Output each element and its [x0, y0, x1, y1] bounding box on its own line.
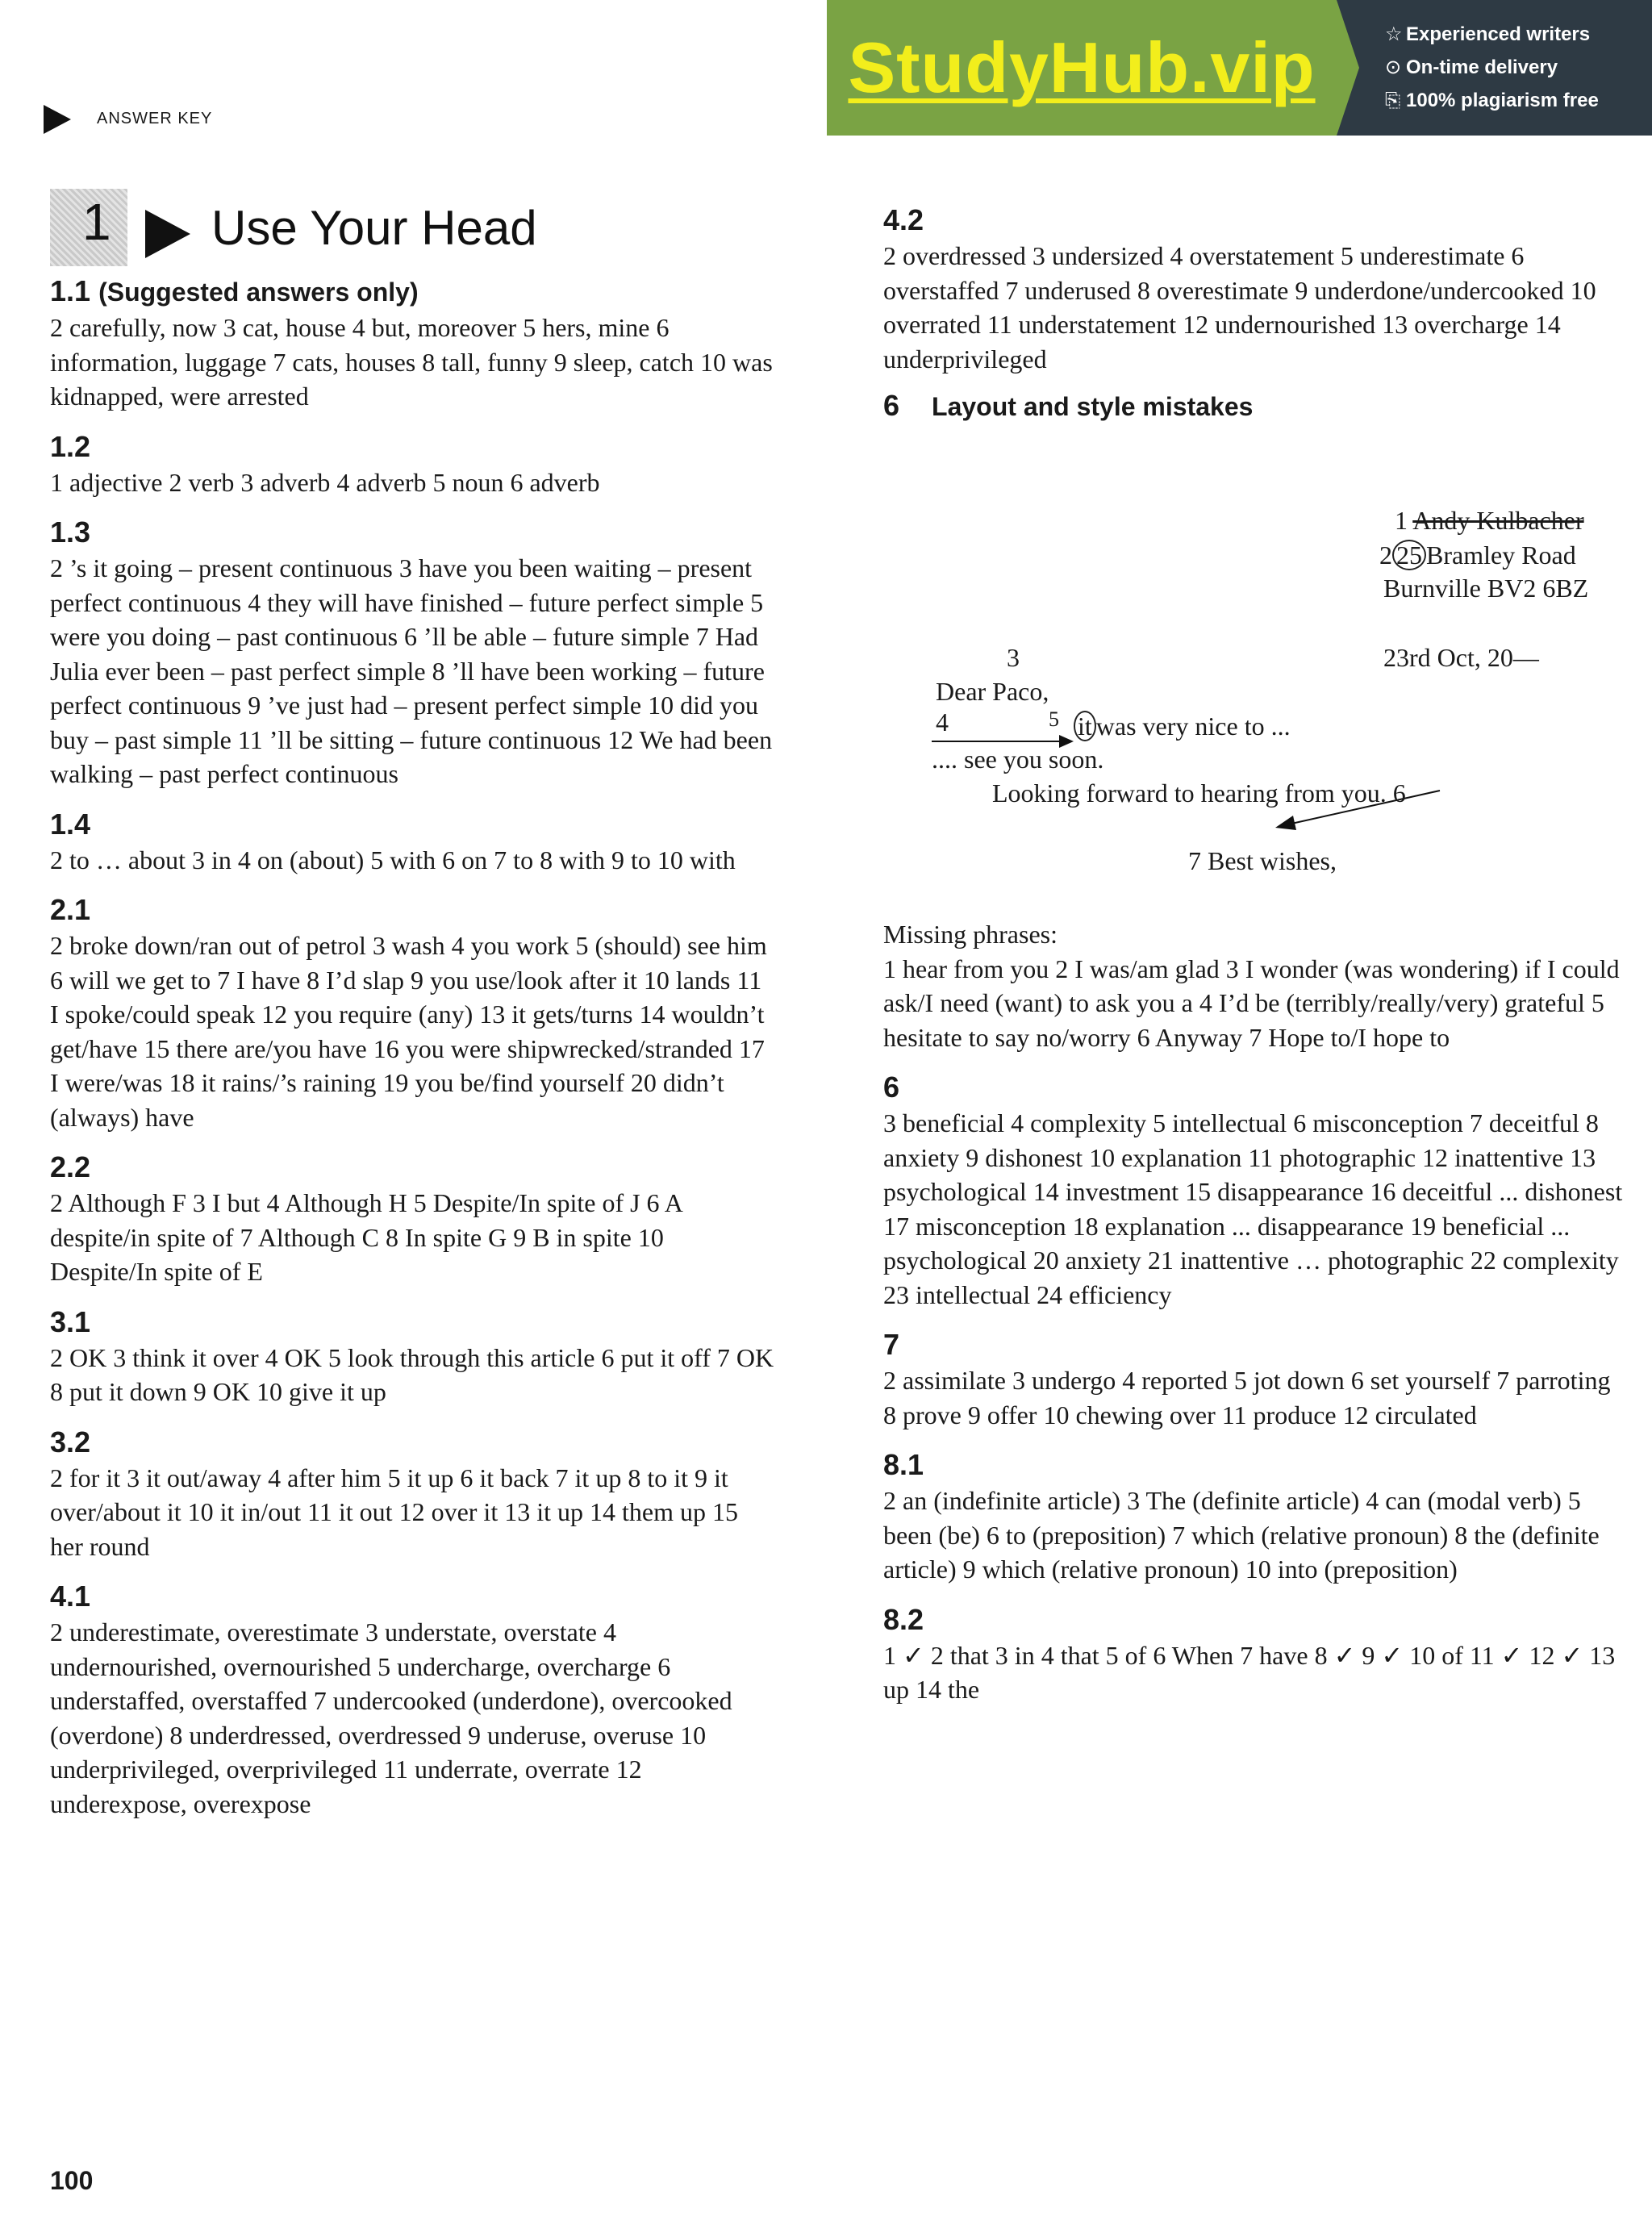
- banner-feature-text: Experienced writers: [1406, 23, 1591, 45]
- answer-section: [50, 1149, 776, 1289]
- section-answers: 2 OK 3 think it over 4 OK 5 look through this article 6 put it off 7 OK 8 put it down 9 OK 10 give it up: [50, 1342, 774, 1406]
- section-heading: 4.1: [50, 1580, 91, 1613]
- answer-section: [50, 514, 776, 791]
- section-answers: 2 Although F 3 I but 4 Although H 5 Despite/In spite of J 6 A despite/in spite of 7 Although C 8 In spite G 9 B in spite 10 Despite/In spite of E: [50, 1188, 682, 1286]
- answer-section: [883, 1601, 1625, 1707]
- unit-header: [50, 184, 776, 273]
- section-heading: 3.2: [50, 1425, 91, 1459]
- unit-title: Use Your Head: [211, 201, 537, 255]
- section-answers: 2 to … about 3 in 4 on (about) 5 with 6 on 7 to 8 with 9 to 10 with: [50, 845, 736, 874]
- section-answers: 2 overdressed 3 undersized 4 overstatement 5 underestimate 6 overstaffed 7 underused 8 overestimate 9 underdone/undercooked 10 overrated 11 understatement 12 undernourished 13 overcharge 14 underprivileged: [883, 241, 1596, 374]
- answer-section: [50, 891, 776, 1134]
- section-heading: 4.2: [883, 203, 924, 236]
- section-answers: 1 ✓ 2 that 3 in 4 that 5 of 6 When 7 have 8 ✓ 9 ✓ 10 of 11 ✓ 12 ✓ 13 up 14 the: [883, 1640, 1616, 1704]
- banner-feature: [1385, 51, 1599, 84]
- section-heading: 6: [883, 1071, 900, 1104]
- right-column: [883, 202, 1625, 1722]
- layout-section-heading: 6 Layout and style mistakes: [883, 389, 1254, 422]
- letter-figure: [883, 425, 1625, 917]
- section-answers: 2 ’s it going – present continuous 3 have you been waiting – present perfect continuous 4 they will have finished – future perfect simple 5 were you doing – past continuous 6 ’ll be able – future simple 7 Had Julia ever been – past perfect simple 8 ’ll have been working – future perfect continuous 9 ’ve just had – present perfect simple 10 did you buy – past simple 11 ’ll be sitting – future continuous 12 We had been walking – past perfect continuous: [50, 553, 773, 788]
- letter-mark-4: 4: [936, 707, 949, 737]
- header-triangle-icon: [44, 105, 71, 134]
- section-answers: 3 beneficial 4 complexity 5 intellectual 6 misconception 7 deceitful 8 anxiety 9 dishonest 10 explanation 11 photographic 12 inattentive 13 psychological 14 investment 15 disappearance 16 deceitful ... dishonest 17 misconception 18 explanation ... disappearance 19 beneficial ... psychological 20 anxiety 21 inattentive … photographic 22 complexity 23 intellectual 24 efficiency: [883, 1108, 1623, 1309]
- banner-feature: [1385, 84, 1599, 117]
- section-answers: 2 carefully, now 3 cat, house 4 but, moreover 5 hers, mine 6 information, luggage 7 cats, houses 8 tall, funny 9 sleep, catch 10 was kidnapped, were arrested: [50, 313, 773, 411]
- answer-section: [50, 806, 776, 878]
- page-number: 100: [50, 2166, 94, 2195]
- section-answers: 2 underestimate, overestimate 3 understate, overstate 4 undernourished, overnourished 5 undercharge, overcharge 6 understaffed, overstaffed 7 undercooked (underdone), overcooked (overdone) 8 underdressed, overdressed 9 underuse, overuse 10 underprivileged, overprivileged 11 underrate, overrate 12 underexpose, overexpose: [50, 1617, 732, 1818]
- banner-feature-text: 100% plagiarism free: [1406, 90, 1599, 111]
- section-heading: 8.2: [883, 1602, 924, 1636]
- banner-features: [1385, 18, 1599, 117]
- answer-section: [883, 1446, 1625, 1587]
- banner-logo[interactable]: StudyHub.vip: [848, 27, 1316, 107]
- section-answers: 1 adjective 2 verb 3 adverb 4 adverb 5 noun 6 adverb: [50, 467, 600, 497]
- section-answers: 2 an (indefinite article) 3 The (definite article) 4 can (modal verb) 5 been (be) 6 to (preposition) 7 which (relative pronoun) 8 the (definite article) 9 which (relative pronoun) 10 into (preposition): [883, 1486, 1600, 1584]
- banner-divider: [1337, 0, 1359, 136]
- header-label: ANSWER KEY: [97, 110, 213, 127]
- answer-section: [50, 273, 776, 414]
- section-heading: 1.4: [50, 807, 91, 841]
- unit-number: 1: [82, 193, 111, 251]
- letter-line-2: .... see you soon.: [932, 745, 1104, 774]
- answer-section: [50, 1578, 776, 1821]
- letter-mark-3: 3: [1007, 643, 1020, 672]
- answer-section: [883, 1326, 1625, 1432]
- section-heading: 2.2: [50, 1150, 91, 1183]
- missing-phrases-answers: 1 hear from you 2 I was/am glad 3 I wonder (was wondering) if I could ask/I need (want) to ask you a 4 I’d be (terribly/really/very) grateful 5 hesitate to say no/worry 6 Anyway 7 Hope to/I hope to: [883, 954, 1620, 1052]
- letter-line-street: 2 25 Bramley Road: [1379, 540, 1576, 570]
- letter-closing-line: Looking forward to hearing from you. 6: [992, 778, 1406, 808]
- answer-section: [50, 1304, 776, 1409]
- banner-features-area: [1337, 0, 1652, 136]
- letter-sign-off: 7 Best wishes,: [1188, 846, 1337, 875]
- answer-section: [50, 1424, 776, 1564]
- star-icon: ☆: [1385, 23, 1403, 45]
- unit-arrow-icon: [145, 210, 190, 258]
- section-answers: 2 for it 3 it out/away 4 after him 5 it up 6 it back 7 it up 8 to it 9 it over/about it 10 it in/out 11 it out 12 over it 13 it up 14 them up 15 her round: [50, 1463, 738, 1561]
- letter-mark-5: 5: [1049, 707, 1059, 731]
- letter-line-name: 1 Andy Kulbacher: [1395, 506, 1584, 535]
- section-heading: 8.1: [883, 1448, 924, 1481]
- banner-feature: [1385, 18, 1599, 51]
- left-column: [50, 184, 776, 1835]
- answer-section: [883, 202, 1625, 376]
- clock-icon: ⊙: [1385, 56, 1402, 78]
- section-answers: 2 broke down/ran out of petrol 3 wash 4 you work 5 (should) see him 6 will we get to 7 I have 8 I’d slap 9 you use/look after it 10 lands 11 I spoke/could speak 12 you require (any) 13 it gets/turns 14 wouldn’t get/have 15 there are/you have 16 you were shipwrecked/stranded 17 I were/was 18 it rains/’s raining 19 you be/find yourself 20 didn’t (always) have: [50, 931, 767, 1132]
- missing-phrases-label: Missing phrases:: [883, 920, 1058, 949]
- missing-phrases: [883, 917, 1625, 1054]
- section-heading: 1.1 (Suggested answers only): [50, 274, 419, 307]
- letter-date: 23rd Oct, 20—: [1383, 643, 1539, 672]
- letter-line-1: it was very nice to ...: [1074, 711, 1291, 741]
- arrow-6-7-head-icon: [1275, 816, 1296, 830]
- section-answers: 2 assimilate 3 undergo 4 reported 5 jot down 6 set yourself 7 parroting 8 prove 9 offer 10 chewing over 11 produce 12 circulated: [883, 1366, 1611, 1429]
- letter-salutation: Dear Paco,: [936, 677, 1049, 706]
- letter-line-town: Burnville BV2 6BZ: [1383, 574, 1589, 603]
- document-icon: ⎘: [1385, 90, 1401, 111]
- answer-section: [883, 1069, 1625, 1312]
- studyhub-banner[interactable]: [827, 0, 1652, 136]
- banner-logo-area[interactable]: [827, 0, 1337, 136]
- section-heading: 1.2: [50, 429, 91, 463]
- section-heading: 3.1: [50, 1304, 91, 1338]
- answer-section: [50, 428, 776, 500]
- banner-feature-text: On-time delivery: [1406, 56, 1558, 78]
- section-heading: 2.1: [50, 893, 91, 926]
- section-heading: 1.3: [50, 515, 91, 549]
- section-heading: 7: [883, 1328, 900, 1361]
